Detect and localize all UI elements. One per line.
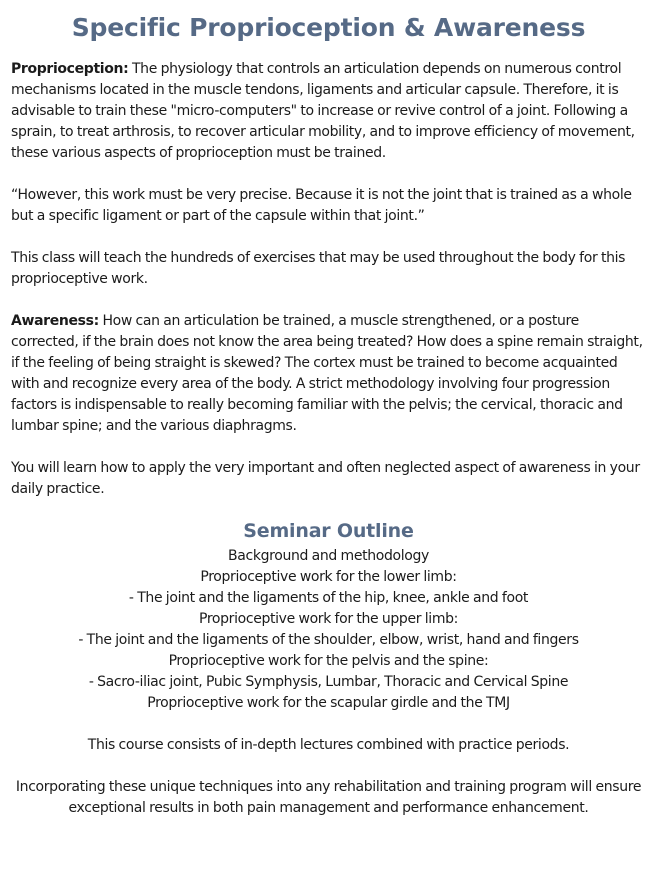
class-note-paragraph: This class will teach the hundreds of exercises that may be used throughout the body for this proprioceptive work. [11,250,626,287]
outline-item: Proprioceptive work for the lower limb: [200,569,457,585]
learn-note-paragraph: You will learn how to apply the very important and often neglected aspect of awareness in your daily practice. [11,460,640,497]
seminar-outline-list [11,546,646,714]
outline-item: Background and methodology [228,548,429,564]
awareness-paragraph [11,311,646,437]
course-note-paragraph: This course consists of in-depth lectures combined with practice periods. [87,737,570,753]
page-title: Specific Proprioception & Awareness [71,13,586,42]
quote-paragraph: “However, this work must be very precise. Because it is not the joint that is trained as a whole but a specific ligament or part of the capsule within that joint.” [11,187,632,224]
proprioception-text: The physiology that controls an articulation depends on numerous control mechanisms located in the muscle tendons, ligaments and articular capsule. Therefore, it is advisable to train these "micro-computers" to increase or revive control of a joint. Following a sprain, to treat arthrosis, to recover articular mobility, and to improve efficiency of movement, these various aspects of proprioception must be trained. [11,61,635,161]
outline-item: - The joint and the ligaments of the shoulder, elbow, wrist, hand and fingers [78,632,579,648]
outline-item: - The joint and the ligaments of the hip, knee, ankle and foot [128,590,529,606]
awareness-text: How can an articulation be trained, a muscle strengthened, or a posture corrected, if the brain does not know the area being treated? How does a spine remain straight, if the feeling of being straight is skewed? The cortex must be trained to become acquainted with and recognize every area of the body. A strict methodology involving four progression factors is indispensable to really becoming familiar with the pelvis; the cervical, thoracic and lumbar spine; and the various diaphragms. [11,313,643,434]
closing-paragraph: Incorporating these unique techniques into any rehabilitation and training program will ensure exceptional results in both pain management and performance enhancement. [15,779,642,816]
awareness-label: Awareness: [11,313,99,329]
proprioception-paragraph [11,59,646,164]
outline-item: - Sacro-iliac joint, Pubic Symphysis, Lumbar, Thoracic and Cervical Spine [88,674,569,690]
proprioception-label: Proprioception: [11,61,129,77]
outline-item: Proprioceptive work for the upper limb: [198,611,459,627]
outline-item: Proprioceptive work for the scapular girdle and the TMJ [147,695,510,711]
outline-item: Proprioceptive work for the pelvis and the spine: [168,653,489,669]
seminar-outline-heading: Seminar Outline [243,520,414,542]
